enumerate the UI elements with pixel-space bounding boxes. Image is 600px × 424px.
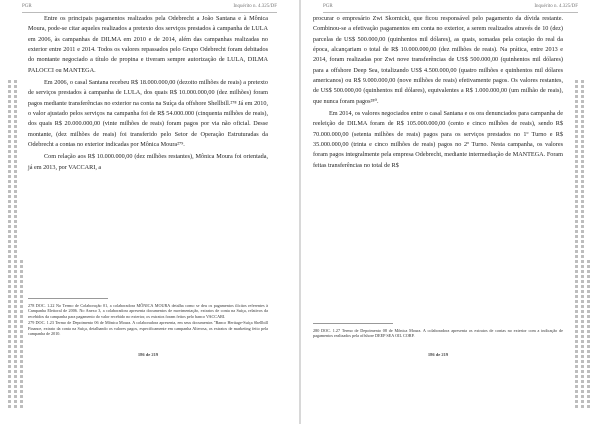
footnote: 279 DOC. 1.23 Termo de Depoimento 06 de Mônica Moura. A colaboradora apresenta, em seus documentos "Banco Heritage-Suíça Shellbill Finance, extrato da conta na Suíça, detalhando os valores pagos, especificamente em campanha Alterosa, os extratos de marketing feito pela campanha de 2010. <box>28 320 268 337</box>
paragraph: Entre os principais pagamentos realizados pela Odebrecht a João Santana e à Mônica Moura, pode-se citar aqueles realizados a pretexto dos serviços prestados à campanha de LULA em 2006, às campanhas de DILMA em 2010 e de 2014, além das campanhas realizadas no exterior entre 2011 e 2014. Todos os valores repassados pelo Grupo Odebrecht foram debitados do montante negociado a título de propina e tiveram sempre autorização de LULA, DILMA PALOCCI ou MANTEGA. <box>28 15 268 74</box>
digital-signature-stamp <box>569 80 595 410</box>
digital-signature-stamp <box>2 80 28 410</box>
footnote-rule <box>313 323 393 324</box>
header-right-text: Inquérito n. 4.325/DF <box>233 4 277 9</box>
footnotes <box>28 298 268 337</box>
footnote: 278 DOC. 1.22 No Termo de Colaboração 01, a colaboradora MÔNICA MOURA detalha como se deu os pagamentos ilícitos referentes à Campanha Eleitoral de 2006. No Anexo 3, a colaboradora apresenta documentos de movimentação, extratos de conta na Suíça, relativos da recebidos da campanha para pagamento do valor recebido no exterior, os extratos foram feitos pelo banco VACCARI. <box>28 303 268 319</box>
right-page <box>301 0 600 424</box>
page-header <box>22 4 277 12</box>
paragraph: Em 2006, o casal Santana recebeu R$ 18.000.000,00 (dezoito milhões de reais) a pretexto de serviços prestados à campanha de LULA, dos quais R$ 10.000.000,00 (dez milhões) foram pagos mediante transferências no exterior na conta na Suíça da offshore Shellbill.²⁷⁸ Já em 2010, o valor ajustado pelos serviços na campanha foi de R$ 54.000.000 (cinquenta milhões de reais), dos quais R$ 20.000.000,00 (vinte milhões de reais) foram pagos por via não oficial. Desse montante, (dez milhões de reais) foi transferido pelo Setor de Operação Estruturadas da Odebrecht a contas no exterior indicadas por Mônica Moura²⁷⁹. <box>28 79 268 149</box>
page-number: 186 de 219 <box>427 352 449 357</box>
header-rule <box>22 12 277 13</box>
page-header <box>323 4 578 12</box>
footnote-rule <box>28 298 108 299</box>
header-left-text: PGR <box>22 4 32 9</box>
header-left-text: PGR <box>323 4 333 9</box>
header-right-text: Inquérito n. 4.325/DF <box>534 4 578 9</box>
left-page <box>0 0 299 424</box>
paragraph: Com relação aos R$ 10.000.000,00 (dez milhões restantes), Mônica Moura foi orientada, já em 2013, por VACCARI, a <box>28 153 268 171</box>
page-number: 186 de 219 <box>137 352 159 357</box>
paragraph: procurar o empresário Zwi Skornicki, que ficou responsável pelo pagamento da dívida restante. Combinou-se a efetivação pagamentos em conta no exterior, a serem realizados através de 10 (dez) parcelas de US$ 500.000,00 (quinhentos mil dólares), as quais, somadas pela cotação do real da época, alcançariam o total de R$ 10.000.000,00 (dez milhões de reais). Na prática, entre 2013 e 2014, foram realizadas por Zwi nove transferências de US$ 500.000,00 (quinhentos mil dólares) para a offshore Deep Sea, totalizando US$ 4.500.000,00 (quatro milhões e quinhentos mil dólares americanos) ou R$ 9.000.000,00 (nove milhões de reais) efetivamente pagos. Os valores restantes, de US$ 500.000,00 (quinhentos mil dólares), equivalentes a R$ 1.000.000,00 (um milhão de reais), que nunca foram pagos²⁸⁰. <box>313 15 563 105</box>
footnotes <box>313 323 563 340</box>
body-text <box>313 14 563 173</box>
header-rule <box>323 12 578 13</box>
footnote: 280 DOC. 1.27 Termo de Depoimento 08 de Mônica Moura. A colaboradora apresenta os extratos de contas no exterior com a indicação de pagamentos realizados pela offshore DEEP SEA OIL CORP. <box>313 328 563 339</box>
body-text <box>28 14 268 175</box>
paragraph: Em 2014, os valores negociados entre o casal Santana e os ora denunciados para campanha de reeleição de DILMA foram de R$ 105.000.000,00 (cento e cinco milhões de reais), sendo R$ 70.000.000,00 (setenta milhões de reais) pagos para os serviços prestados no 1º Turno e R$ 35.000.000,00 (trinta e cinco milhões de reais) pagos no 2º Turno. Nesta campanha, os valores foram pagos integralmente pela empresa Odebrecht, mediante intermediação de MANTEGA. Foram feitas transferências no total de R$ <box>313 110 563 169</box>
